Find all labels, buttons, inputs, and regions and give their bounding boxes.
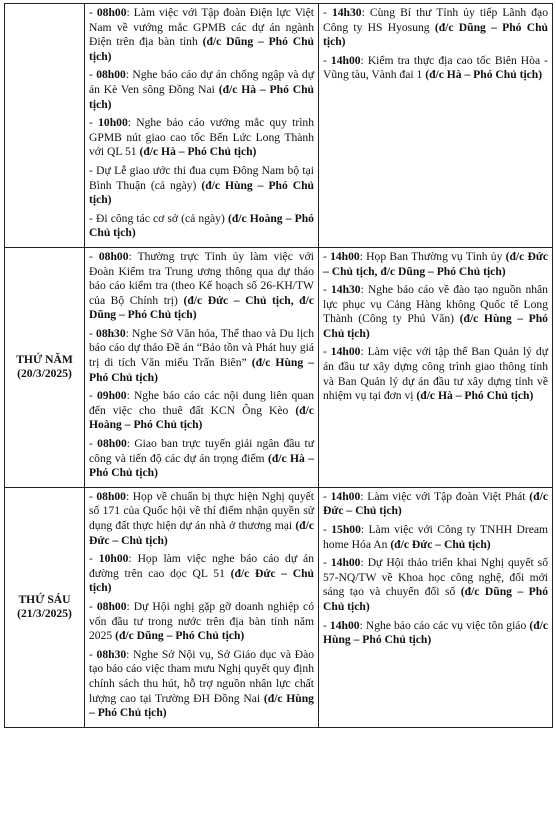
day-cell <box>5 247 85 487</box>
item-lead: (đ/c Đức – Chủ tịch) <box>89 519 314 547</box>
item-time: 10h00 <box>98 552 129 566</box>
item-lead: (đ/c Hùng – Phó Chủ tịch) <box>323 312 548 340</box>
schedule-item: - 08h00: Giao ban trực tuyến giải ngân đầu tư công và tiến độ các dự án trọng điểm (đ/c Hà – Phó Chủ tịch) <box>89 437 314 480</box>
item-lead: (đ/c Hà – Phó Chủ tịch) <box>425 68 543 82</box>
item-text: Dự Lễ giao ước thi đua cụm Đông Nam bộ tại Bình Thuận (cả ngày) <box>89 163 315 192</box>
item-text: Kiểm tra thực địa cao tốc Biên Hòa - Vũng tàu, Vành đai 1 <box>323 53 548 82</box>
schedule-row <box>5 4 553 248</box>
schedule-item: - 08h00: Thường trực Tỉnh ủy làm việc với Đoàn Kiểm tra Trung ương thông qua dự thảo báo cáo kiểm tra (theo Kế hoạch số 26-KH/TW của Bộ Chính trị) (đ/c Đức – Chủ tịch, đ/c Dũng – Phó Chủ tịch) <box>89 249 314 322</box>
schedule-body <box>5 4 553 728</box>
item-lead: (đ/c Hà – Phó Chủ tịch) <box>89 451 314 480</box>
item-lead: (đ/c Hùng – Phó Chủ tịch) <box>89 178 315 207</box>
item-time: 14h00 <box>330 489 361 503</box>
item-time: 14h00 <box>330 556 361 570</box>
schedule-item: - Dự Lễ giao ước thi đua cụm Đông Nam bộ tại Bình Thuận (cả ngày) (đ/c Hùng – Phó Chủ tịch) <box>89 163 315 207</box>
item-text: Giao ban trực tuyến giải ngân đầu tư công và tiến độ các dự án trọng điểm <box>89 437 314 465</box>
item-text: Họp về chuẩn bị thực hiện Nghị quyết số 171 của Quốc hội về thí điểm nhận quyền sử dụng đất thực hiện dự án nhà ở thương mại <box>89 489 314 532</box>
schedule-item: - 10h00: Nghe báo cáo vướng mắc quy trình GPMB nút giao cao tốc Bến Lức Long Thành với QL 51 (đ/c Hà – Phó Chủ tịch) <box>89 116 315 159</box>
schedule-row <box>5 247 553 487</box>
day-name: THỨ NĂM <box>16 352 73 366</box>
item-time: 08h00 <box>96 6 127 19</box>
item-text: Làm việc với tập thể Ban Quản lý dự án đầu tư xây dựng công trình giao thông tỉnh và Ban Quản lý dự án đầu tư xây dựng tỉnh về nhiệm vụ tại đơn vị <box>323 345 548 403</box>
schedule-item: - 14h00: Nghe báo cáo các vụ việc tôn giáo (đ/c Hùng – Phó Chủ tịch) <box>323 618 549 647</box>
item-text: Đi công tác cơ sở (cả ngày) <box>95 211 225 225</box>
item-lead: (đ/c Hoàng – Phó Chủ tịch) <box>89 403 314 432</box>
item-time: 08h00 <box>96 68 126 82</box>
item-text: Nghe báo cáo dự án chống ngập và dự án Kè Ven sông Đồng Nai <box>89 68 314 96</box>
schedule-item: - 14h00: Làm việc với tập thể Ban Quản lý dự án đầu tư xây dựng công trình giao thông tỉnh và Ban Quản lý dự án đầu tư xây dựng tỉnh về nhiệm vụ tại đơn vị (đ/c Hà – Phó Chủ tịch) <box>323 345 548 403</box>
item-text: Nghe Sở Nội vụ, Sở Giáo dục và Đào tạo báo cáo việc tham mưu Nghị quyết quy định chính sách thu hút, hỗ trợ nguồn nhân lực chất lượng cao tại Trường ĐH Đồng Nai <box>89 647 315 705</box>
item-lead: (đ/c Đức – Chủ tịch, đ/c Dũng – Phó Chủ tịch) <box>323 249 548 278</box>
item-time: 15h00 <box>331 523 361 536</box>
item-lead: (đ/c Đức – Chủ tịch) <box>323 489 548 518</box>
item-time: 08h00 <box>96 489 126 503</box>
item-lead: (đ/c Dũng – Phó Chủ tịch) <box>323 20 549 49</box>
item-lead: (đ/c Hoàng – Phó Chủ tịch) <box>89 211 314 240</box>
afternoon-cell <box>319 4 553 248</box>
afternoon-cell <box>319 487 553 727</box>
morning-cell <box>85 487 319 727</box>
item-lead: (đ/c Đức – Chủ tịch) <box>390 537 491 551</box>
item-text: Thường trực Tỉnh ủy làm việc với Đoàn Kiểm tra Trung ương thông qua dự thảo báo cáo kiểm tra (theo Kế hoạch số 26-KH/TW của Bộ Chính trị) <box>89 249 314 307</box>
item-text: Nghe báo cáo các vụ việc tôn giáo <box>365 618 527 632</box>
schedule-item: - 08h00: Nghe báo cáo dự án chống ngập và dự án Kè Ven sông Đồng Nai (đ/c Hà – Phó Chủ tịch) <box>89 68 314 111</box>
item-lead: (đ/c Hùng – Phó Chủ tịch) <box>89 691 314 720</box>
schedule-item: - 09h00: Nghe báo cáo các nội dung liên quan đến việc cho thuê đất KCN Ông Kèo (đ/c Hoàng – Phó Chủ tịch) <box>89 389 314 432</box>
day-name: THỨ SÁU <box>18 592 71 606</box>
item-lead: (đ/c Hà – Phó Chủ tịch) <box>416 389 534 403</box>
item-lead: (đ/c Đức – Chủ tịch, đ/c Dũng – Phó Chủ tịch) <box>89 293 314 322</box>
schedule-item: - 14h00: Dự Hội thảo triển khai Nghị quyết số 57-NQ/TW về Khoa học công nghệ, đổi mới sáng tạo và chuyển đổi số (đ/c Dũng – Phó Chủ tịch) <box>323 556 549 613</box>
item-time: 14h00 <box>330 345 361 359</box>
item-text: Nghe báo cáo về đào tạo nguồn nhân lực phục vụ Cảng Hàng không Quốc tế Long Thành (Công ty Phú Văn) <box>323 283 548 326</box>
schedule-item: - 08h30: Nghe Sở Nội vụ, Sở Giáo dục và Đào tạo báo cáo việc tham mưu Nghị quyết quy định chính sách thu hút, hỗ trợ nguồn nhân lực chất lượng cao tại Trường ĐH Đồng Nai (đ/c Hùng – Phó Chủ tịch) <box>89 647 315 720</box>
morning-cell <box>85 4 319 248</box>
item-text: Dự Hội thảo triển khai Nghị quyết số 57-NQ/TW về Khoa học công nghệ, đổi mới sáng tạo và chuyển đổi số <box>323 556 548 599</box>
schedule-item: - Đi công tác cơ sở (cả ngày) (đ/c Hoàng – Phó Chủ tịch) <box>89 211 314 240</box>
schedule-item: - 10h00: Họp làm việc nghe báo cáo dự án đường trên cao dọc QL 51 (đ/c Đức – Chủ tịch) <box>89 552 314 595</box>
item-time: 08h00 <box>96 599 127 613</box>
item-lead: (đ/c Hà – Phó Chủ tịch) <box>89 82 314 111</box>
item-text: Nghe báo cáo các nội dung liên quan đến việc cho thuê đất KCN Ông Kèo <box>89 389 314 417</box>
item-time: 08h00 <box>98 249 129 263</box>
item-text: Làm việc với Tập đoàn Việt Phát <box>367 489 526 503</box>
item-text: Cùng Bí thư Tỉnh ủy tiếp Lãnh đạo Công ty HS Hyosung <box>323 6 548 34</box>
schedule-item: - 08h00: Họp về chuẩn bị thực hiện Nghị quyết số 171 của Quốc hội về thí điểm nhận quyền sử dụng đất thực hiện dự án nhà ở thương mại (đ/c Đức – Chủ tịch) <box>89 489 314 547</box>
schedule-table <box>4 3 553 728</box>
item-text: Làm việc với Tập đoàn Điện lực Việt Nam về vướng mắc GPMB các dự án ngành Điện trên địa bàn tỉnh <box>89 6 314 49</box>
schedule-item: - 14h30: Nghe báo cáo về đào tạo nguồn nhân lực phục vụ Cảng Hàng không Quốc tế Long Thành (Công ty Phú Văn) (đ/c Hùng – Phó Chủ tịch) <box>323 283 548 340</box>
item-lead: (đ/c Dũng – Phó Chủ tịch) <box>89 35 314 63</box>
schedule-item: - 15h00: Làm việc với Công ty TNHH Dream home Hóa An (đ/c Đức – Chủ tịch) <box>323 523 549 551</box>
schedule-item: - 14h00: Họp Ban Thường vụ Tỉnh ủy (đ/c Đức – Chủ tịch, đ/c Dũng – Phó Chủ tịch) <box>323 249 548 278</box>
schedule-item: - 14h30: Cùng Bí thư Tỉnh ủy tiếp Lãnh đạo Công ty HS Hyosung (đ/c Dũng – Phó Chủ tịch) <box>323 6 549 49</box>
item-time: 14h30 <box>330 283 361 297</box>
item-lead: (đ/c Hùng – Phó Chủ tịch) <box>89 356 314 384</box>
item-time: 10h00 <box>98 116 128 130</box>
item-time: 09h00 <box>96 389 127 403</box>
schedule-item: - 08h00: Dự Hội nghị gặp gỡ doanh nghiệp có vốn đầu tư trong nước trên địa bàn tỉnh năm 2025 (đ/c Dũng – Phó Chủ tịch) <box>89 599 314 643</box>
schedule-item: - 14h00: Kiểm tra thực địa cao tốc Biên Hòa - Vũng tàu, Vành đai 1 (đ/c Hà – Phó Chủ tịch) <box>323 53 548 82</box>
day-cell <box>5 4 85 248</box>
item-time: 14h00 <box>330 249 360 263</box>
item-lead: (đ/c Đức – Chủ tịch) <box>89 566 314 595</box>
schedule-item: - 14h00: Làm việc với Tập đoàn Việt Phát (đ/c Đức – Chủ tịch) <box>323 489 548 518</box>
item-time: 08h00 <box>97 437 127 451</box>
schedule-item: - 08h00: Làm việc với Tập đoàn Điện lực Việt Nam về vướng mắc GPMB các dự án ngành Điện trên địa bàn tỉnh (đ/c Dũng – Phó Chủ tịch) <box>89 6 314 63</box>
day-cell <box>5 487 85 727</box>
item-text: Họp làm việc nghe báo cáo dự án đường trên cao dọc QL 51 <box>89 552 314 580</box>
schedule-row <box>5 487 553 727</box>
item-time: 14h30 <box>331 6 362 19</box>
item-text: Họp Ban Thường vụ Tỉnh ủy <box>366 249 503 263</box>
afternoon-cell <box>319 247 553 487</box>
item-time: 14h00 <box>330 53 361 67</box>
item-lead: (đ/c Dũng – Phó Chủ tịch) <box>115 629 245 643</box>
item-text: Nghe báo cáo vướng mắc quy trình GPMB nút giao cao tốc Bến Lức Long Thành với QL 51 <box>89 116 315 159</box>
item-time: 14h00 <box>329 618 360 632</box>
day-date: (20/3/2025) <box>17 367 72 381</box>
day-date: (21/3/2025) <box>17 607 72 621</box>
item-time: 08h30 <box>96 326 126 340</box>
item-lead: (đ/c Hùng – Phó Chủ tịch) <box>323 618 549 647</box>
item-text: Dự Hội nghị gặp gỡ doanh nghiệp có vốn đầu tư trong nước trên địa bàn tỉnh năm 2025 <box>89 599 314 643</box>
morning-cell <box>85 247 319 487</box>
item-lead: (đ/c Dũng – Phó Chủ tịch) <box>323 585 549 613</box>
item-text: Làm việc với Công ty TNHH Dream home Hóa An <box>323 523 549 551</box>
schedule-item: - 08h30: Nghe Sở Văn hóa, Thể thao và Du lịch báo cáo dự thảo Đề án “Bảo tồn và Phát huy giá trị di tích Văn miếu Trấn Biên” (đ/c Hùng – Phó Chủ tịch) <box>89 326 314 384</box>
item-lead: (đ/c Hà – Phó Chủ tịch) <box>139 145 257 159</box>
item-text: Nghe Sở Văn hóa, Thể thao và Du lịch báo cáo dự thảo Đề án “Bảo tồn và Phát huy giá trị di tích Văn miếu Trấn Biên” <box>89 326 314 370</box>
item-time: 08h30 <box>96 647 127 661</box>
